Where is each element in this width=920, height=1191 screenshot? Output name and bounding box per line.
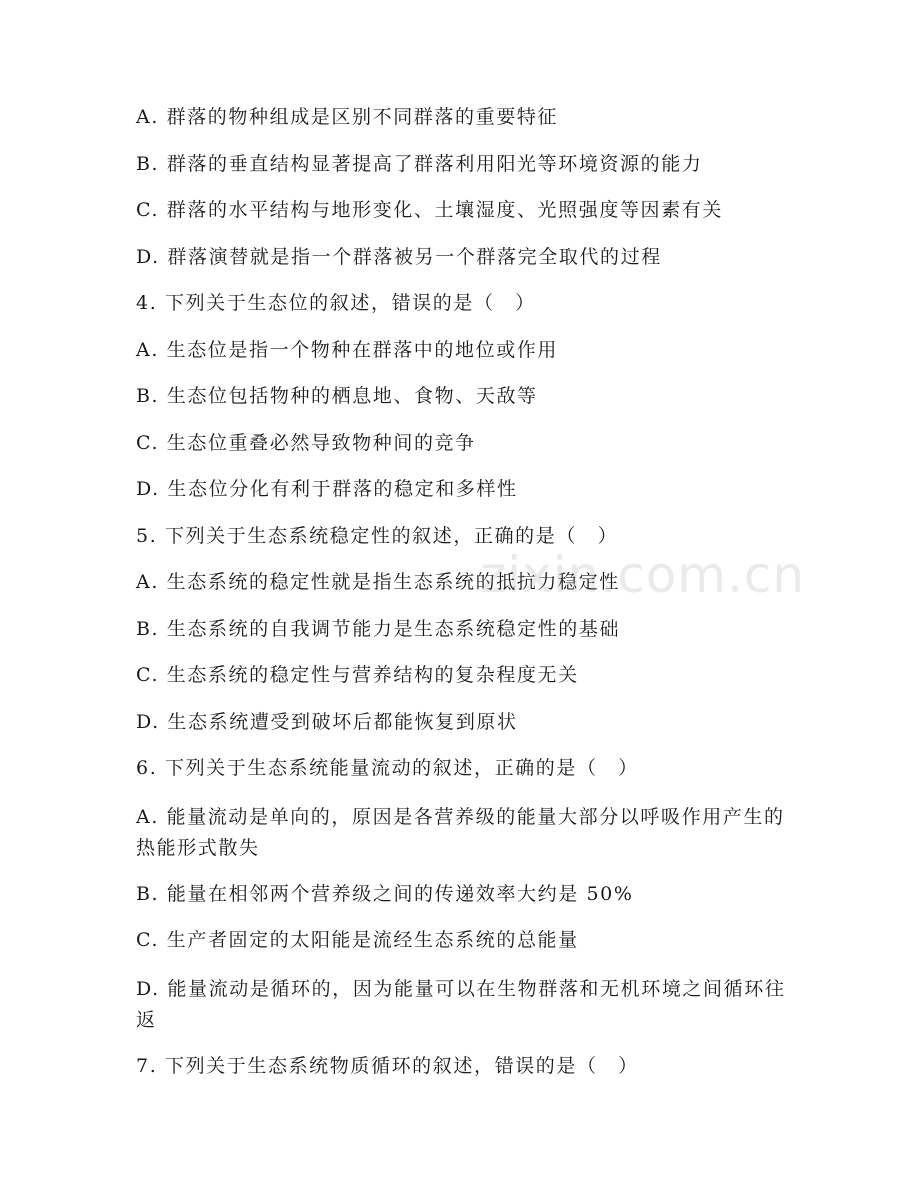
option-c-q3: C. 群落的水平结构与地形变化、土壤湿度、光照强度等因素有关: [136, 199, 723, 221]
option-d-q5: D. 生态系统遭受到破坏后都能恢复到原状: [136, 710, 518, 733]
question-5: 5. 下列关于生态系统稳定性的叙述，正确的是（ ）: [136, 524, 619, 547]
question-7: 7. 下列关于生态系统物质循环的叙述，错误的是（ ）: [136, 1054, 639, 1077]
option-a-q3: A. 群落的物种组成是区别不同群落的重要特征: [136, 106, 559, 128]
question-4: 4. 下列关于生态位的叙述，错误的是（ ）: [136, 292, 536, 314]
option-b-q5: B. 生态系统的自我调节能力是生态系统稳定性的基础: [136, 617, 621, 640]
option-d-q4: D. 生态位分化有利于群落的稳定和多样性: [136, 478, 518, 500]
option-b-q6: B. 能量在相邻两个营养级之间的传递效率大约是 50%: [136, 882, 634, 905]
option-d-q6: D. 能量流动是循环的，因为能量可以在生物群落和无机环境之间循环往返: [136, 977, 786, 1031]
option-c-q6: C. 生产者固定的太阳能是流经生态系统的总能量: [136, 929, 579, 951]
option-b-q4: B. 生态位包括物种的栖息地、食物、天敌等: [136, 385, 538, 407]
option-a-q6: A. 能量流动是单向的，原因是各营养级的能量大部分以呼吸作用产生的热能形式散失: [136, 805, 785, 859]
question-6: 6. 下列关于生态系统能量流动的叙述，正确的是（ ）: [136, 757, 639, 779]
option-c-q5: C. 生态系统的稳定性与营养结构的复杂程度无关: [136, 664, 579, 686]
option-d-q3: D. 群落演替就是指一个群落被另一个群落完全取代的过程: [136, 245, 662, 268]
option-c-q4: C. 生态位重叠必然导致物种间的竞争: [136, 431, 476, 454]
option-a-q4: A. 生态位是指一个物种在群落中的地位或作用: [136, 338, 559, 361]
watermark: zixin.com.cn: [480, 546, 806, 604]
option-b-q3: B. 群落的垂直结构显著提高了群落利用阳光等环境资源的能力: [136, 152, 703, 175]
option-a-q5: A. 生态系统的稳定性就是指生态系统的抵抗力稳定性: [136, 571, 620, 593]
